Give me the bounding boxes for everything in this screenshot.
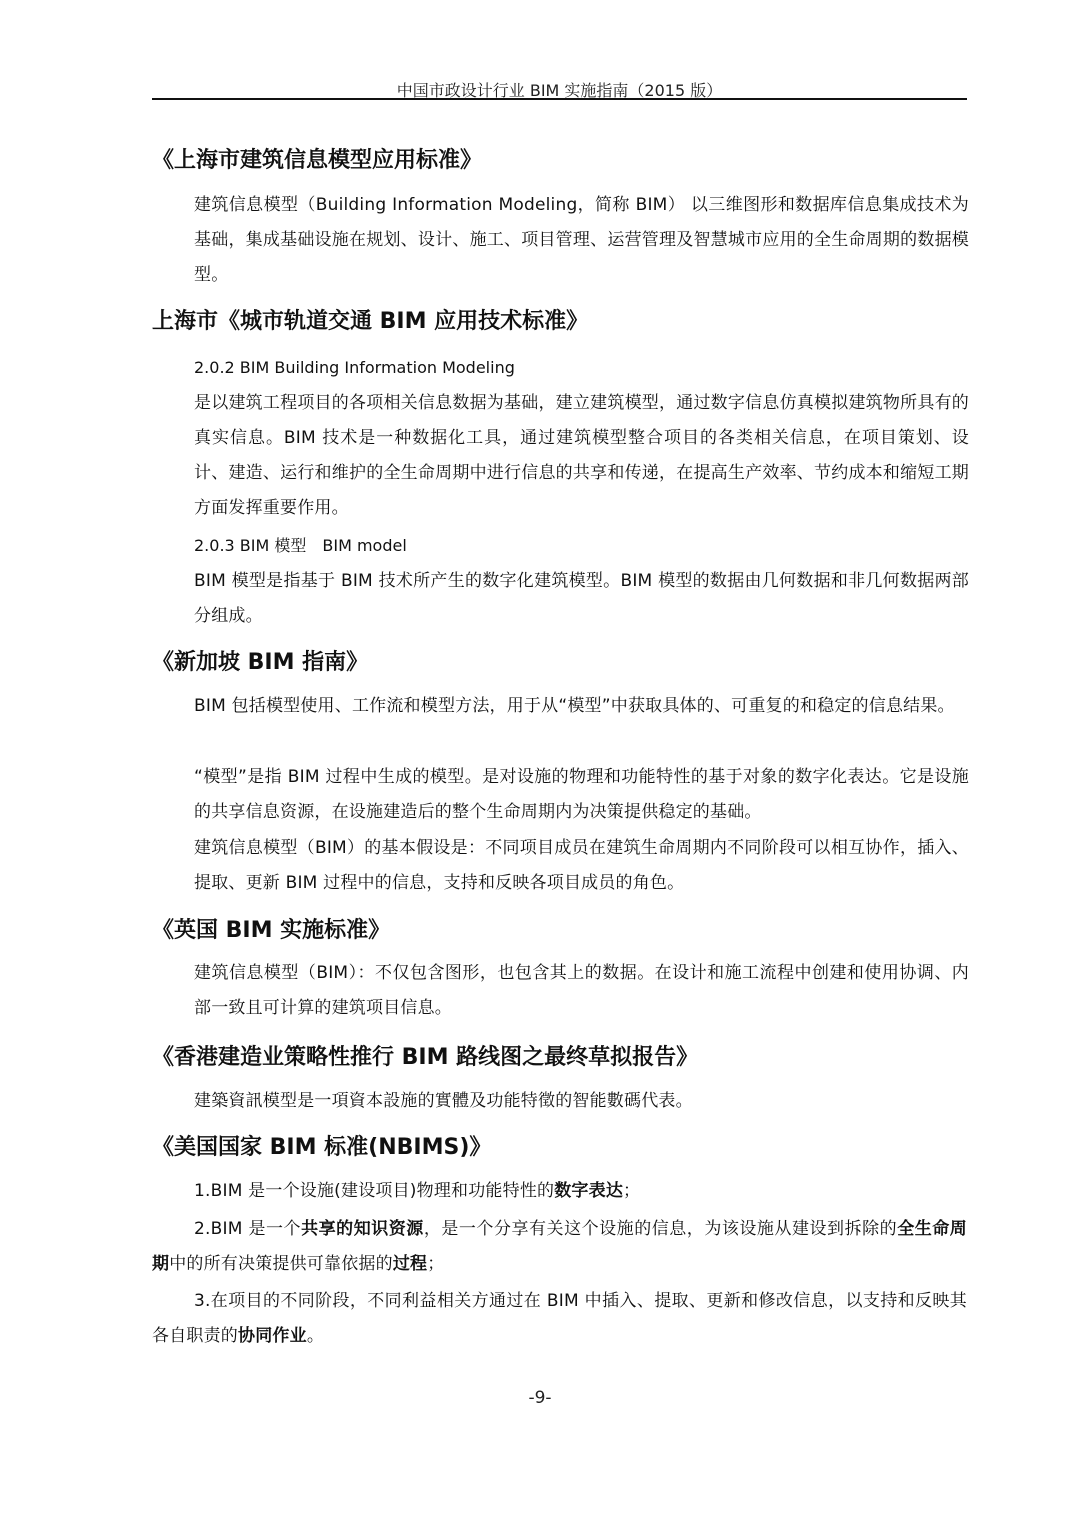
emphasis-digital-expression: 数字表达 bbox=[554, 1181, 624, 1201]
section-heading-singapore-guide: 《新加坡 BIM 指南》 bbox=[152, 650, 369, 675]
section-heading-uk-standard: 《英国 BIM 实施标准》 bbox=[152, 918, 391, 943]
clause-2-0-3-text: BIM 模型是指基于 BIM 技术所产生的数字化建筑模型。BIM 模型的数据由几何数据和非几何数据两部分组成。 bbox=[194, 571, 969, 626]
clause-2-0-2: 2.0.2 BIM Building Information Modeling bbox=[194, 358, 515, 377]
nbims-item-2: 2.BIM 是一个共享的知识资源，是一个分享有关这个设施的信息，为该设施从建设到拆除的全生命周期中的所有决策提供可靠依据的过程； bbox=[152, 1219, 967, 1274]
header-rule bbox=[152, 98, 967, 100]
section-heading-shanghai-bim-standard: 《上海市建筑信息模型应用标准》 bbox=[152, 148, 483, 173]
emphasis-full-lifecycle: 全生命周期 bbox=[152, 1219, 967, 1274]
running-header: 中国市政设计行业 BIM 实施指南（2015 版） bbox=[396, 81, 723, 100]
emphasis-collaborative-work: 协同作业 bbox=[238, 1326, 307, 1346]
nbims-item-1: 1.BIM 是一个设施(建设项目)物理和功能特性的数字表达； bbox=[194, 1181, 641, 1201]
section-text-shanghai-bim-standard: 建筑信息模型（Building Information Modeling，简称 BIM） 以三维图形和数据库信息集成技术为基础，集成基础设施在规划、设计、施工、项目管理、运营管理及智慧城市应用的全生命周期的数据模型。 bbox=[194, 195, 969, 285]
section-heading-shanghai-rail-standard: 上海市《城市轨道交通 BIM 应用技术标准》 bbox=[152, 309, 589, 334]
singapore-text-1: BIM 包括模型使用、工作流和模型方法，用于从“模型”中获取具体的、可重复的和稳定的信息结果。 bbox=[194, 696, 955, 716]
section-heading-us-nbims: 《美国国家 BIM 标准(NBIMS)》 bbox=[152, 1135, 492, 1160]
clause-2-0-2-text: 是以建筑工程项目的各项相关信息数据为基础，建立建筑模型，通过数字信息仿真模拟建筑物所具有的真实信息。BIM 技术是一种数据化工具，通过建筑模型整合项目的各类相关信息，在项目策划、设计、建造、运行和维护的全生命周期中进行信息的共享和传递，在提高生产效率、节约成本和缩短工期方面发挥重要作用。 bbox=[194, 393, 969, 518]
nbims-item-3: 3.在项目的不同阶段，不同利益相关方通过在 BIM 中插入、提取、更新和修改信息，以支持和反映其各自职责的协同作业。 bbox=[152, 1291, 967, 1346]
page-number: -9- bbox=[528, 1388, 552, 1408]
singapore-text-3: 建筑信息模型（BIM）的基本假设是：不同项目成员在建筑生命周期内不同阶段可以相互协作，插入、提取、更新 BIM 过程中的信息，支持和反映各项目成员的角色。 bbox=[194, 838, 969, 893]
section-heading-hk-roadmap: 《香港建造业策略性推行 BIM 路线图之最终草拟报告》 bbox=[152, 1045, 699, 1070]
emphasis-process: 过程 bbox=[392, 1254, 428, 1274]
hk-roadmap-text: 建築資訊模型是一項資本設施的實體及功能特徵的智能數碼代表。 bbox=[194, 1091, 693, 1111]
singapore-text-2: “模型”是指 BIM 过程中生成的模型。是对设施的物理和功能特性的基于对象的数字化表达。它是设施的共享信息资源，在设施建造后的整个生命周期内为决策提供稳定的基础。 bbox=[194, 767, 969, 822]
uk-standard-text: 建筑信息模型（BIM）：不仅包含图形，也包含其上的数据。在设计和施工流程中创建和使用协调、内部一致且可计算的建筑项目信息。 bbox=[194, 963, 969, 1018]
emphasis-shared-knowledge-resource: 共享的知识资源 bbox=[301, 1219, 424, 1239]
clause-2-0-3: 2.0.3 BIM 模型 BIM model bbox=[194, 536, 407, 555]
